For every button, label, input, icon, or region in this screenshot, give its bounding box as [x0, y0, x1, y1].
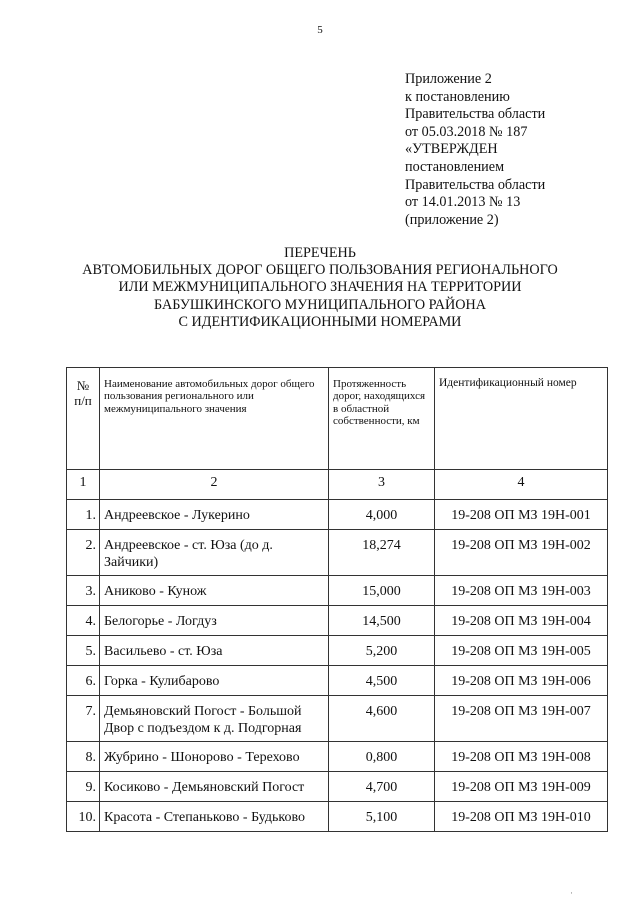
row-number: 4. — [67, 606, 100, 636]
row-number: 1. — [67, 500, 100, 530]
road-name: Белогорье - Логдуз — [100, 606, 329, 636]
road-id: 19-208 ОП МЗ 19Н-009 — [435, 772, 608, 802]
road-name: Красота - Степаньково - Будьково — [100, 802, 329, 832]
table-row — [67, 636, 608, 666]
road-name: Горка - Кулибарово — [100, 666, 329, 696]
row-number: 7. — [67, 696, 100, 742]
row-number: 2. — [67, 530, 100, 576]
appendix-line: Правительства области — [405, 176, 546, 193]
column-index-row — [67, 470, 608, 500]
appendix-line: Приложение 2 — [405, 71, 492, 87]
row-number: 5. — [67, 636, 100, 666]
appendix-line: Правительства области — [405, 106, 546, 123]
table-row — [67, 802, 608, 832]
appendix-line: (приложение 2) — [405, 211, 499, 228]
road-name: Андреевское - ст. Юза (до д. Зайчики) — [100, 530, 329, 576]
appendix-line: к постановлению — [405, 88, 510, 105]
appendix-line: «УТВЕРЖДЕН — [405, 141, 498, 158]
table-row — [67, 742, 608, 772]
table-header-row — [67, 368, 608, 470]
road-id: 19-208 ОП МЗ 19Н-003 — [435, 576, 608, 606]
title-line: БАБУШКИНСКОГО МУНИЦИПАЛЬНОГО РАЙОНА — [154, 296, 486, 313]
page-number: 5 — [317, 24, 323, 36]
road-id: 19-208 ОП МЗ 19Н-007 — [435, 696, 608, 742]
column-index: 2 — [100, 470, 329, 500]
header-id-number: Идентификационный номер — [435, 368, 608, 470]
table-row — [67, 500, 608, 530]
table-row — [67, 576, 608, 606]
road-id: 19-208 ОП МЗ 19Н-006 — [435, 666, 608, 696]
title-line: АВТОМОБИЛЬНЫХ ДОРОГ ОБЩЕГО ПОЛЬЗОВАНИЯ РЕГИОНАЛЬНОГО — [82, 262, 558, 279]
title-line: С ИДЕНТИФИКАЦИОННЫМИ НОМЕРАМИ — [178, 313, 462, 330]
road-length: 4,500 — [329, 666, 435, 696]
road-id: 19-208 ОП МЗ 19Н-010 — [435, 802, 608, 832]
column-index: 1 — [67, 470, 100, 500]
table-row — [67, 772, 608, 802]
road-length: 15,000 — [329, 576, 435, 606]
header-num: № п/п — [67, 368, 100, 470]
road-id: 19-208 ОП МЗ 19Н-008 — [435, 742, 608, 772]
appendix-line: от 14.01.2013 № 13 — [405, 194, 521, 211]
road-length: 0,800 — [329, 742, 435, 772]
table-row — [67, 606, 608, 636]
row-number: 10. — [67, 802, 100, 832]
appendix-line: от 05.03.2018 № 187 — [405, 123, 528, 140]
road-length: 5,100 — [329, 802, 435, 832]
road-id: 19-208 ОП МЗ 19Н-005 — [435, 636, 608, 666]
road-length: 4,000 — [329, 500, 435, 530]
table-row — [67, 666, 608, 696]
road-name: Демьяновский Погост - Большой Двор с подъездом к д. Подгорная — [100, 696, 329, 742]
road-id: 19-208 ОП МЗ 19Н-001 — [435, 500, 608, 530]
road-name: Васильево - ст. Юза — [100, 636, 329, 666]
row-number: 9. — [67, 772, 100, 802]
table-row — [67, 530, 608, 576]
scan-mark: · — [570, 888, 573, 898]
appendix-line: постановлением — [405, 158, 505, 175]
roads-table — [66, 367, 608, 832]
document-title — [0, 245, 640, 331]
road-length: 5,200 — [329, 636, 435, 666]
appendix-approval-block — [405, 71, 545, 229]
road-id: 19-208 ОП МЗ 19Н-002 — [435, 530, 608, 576]
road-id: 19-208 ОП МЗ 19Н-004 — [435, 606, 608, 636]
row-number: 6. — [67, 666, 100, 696]
road-name: Косиково - Демьяновский Погост — [100, 772, 329, 802]
header-road-name: Наименование автомобильных дорог общего пользования регионального или межмуниципального значения — [100, 368, 329, 470]
title-line: ИЛИ МЕЖМУНИЦИПАЛЬНОГО ЗНАЧЕНИЯ НА ТЕРРИТОРИИ — [118, 279, 522, 296]
column-index: 4 — [435, 470, 608, 500]
road-name: Аниково - Кунож — [100, 576, 329, 606]
title-line: ПЕРЕЧЕНЬ — [284, 245, 356, 261]
road-length: 18,274 — [329, 530, 435, 576]
road-length: 4,600 — [329, 696, 435, 742]
road-length: 4,700 — [329, 772, 435, 802]
header-length: Протяженность дорог, находящихся в областной собственности, км — [329, 368, 435, 470]
road-name: Андреевское - Лукерино — [100, 500, 329, 530]
row-number: 3. — [67, 576, 100, 606]
road-name: Жубрино - Шоноровo - Терехово — [100, 742, 329, 772]
table-row — [67, 696, 608, 742]
road-length: 14,500 — [329, 606, 435, 636]
row-number: 8. — [67, 742, 100, 772]
column-index: 3 — [329, 470, 435, 500]
